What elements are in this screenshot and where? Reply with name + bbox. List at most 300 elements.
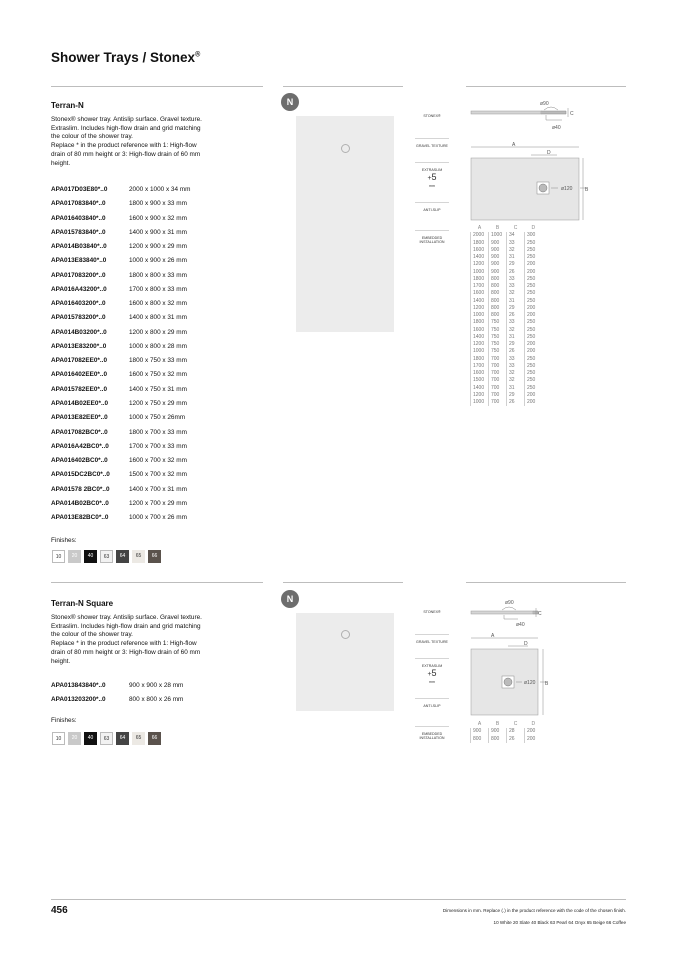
- table-row: [471, 254, 543, 261]
- icon-label: GRAVEL TEXTURE: [416, 144, 448, 148]
- dim-d-label: D: [524, 641, 528, 647]
- table-cell: 700: [489, 356, 507, 363]
- table-cell: 200: [525, 392, 543, 399]
- icon-label: STONEX®: [423, 114, 441, 118]
- table-cell: 1200: [471, 261, 489, 268]
- extraslim-unit: mm: [429, 184, 435, 189]
- table-cell: 700: [489, 370, 507, 377]
- product-size: 1000 x 800 x 28 mm: [129, 342, 187, 350]
- table-cell: 1800: [471, 276, 489, 283]
- table-cell: 700: [489, 392, 507, 399]
- product-reference: APA017082EE0*..0: [51, 357, 108, 365]
- table-cell: 1000: [471, 348, 489, 355]
- table-cell: 1500: [471, 377, 489, 384]
- table-row: [471, 269, 543, 276]
- table-row: [471, 363, 543, 370]
- product-reference: APA016403200*..0: [51, 300, 106, 308]
- product-image: [296, 116, 394, 332]
- product-reference: APA015783200*..0: [51, 314, 106, 322]
- table-cell: 250: [525, 276, 543, 283]
- icon-label: GRAVEL TEXTURE: [416, 640, 448, 644]
- product-reference: APA017D03E80*..0: [51, 186, 108, 193]
- column-header: A: [477, 721, 482, 727]
- installation-icon: [415, 236, 449, 245]
- table-cell: 200: [525, 399, 543, 406]
- table-cell: 900: [489, 247, 507, 254]
- product-reference: APA017082BC0*..0: [51, 428, 108, 436]
- product-row: [51, 483, 190, 497]
- product-row: [51, 679, 183, 693]
- dim-a-label: A: [512, 142, 516, 148]
- section-divider: [466, 582, 626, 583]
- table-cell: 200: [525, 305, 543, 312]
- table-cell: 33: [507, 319, 525, 326]
- table-row: [471, 290, 543, 297]
- product-reference: APA016402EE0*..0: [51, 371, 108, 379]
- table-cell: 900: [471, 728, 489, 735]
- table-row: [471, 736, 543, 743]
- column-header: B: [495, 721, 500, 727]
- footnote-finish-codes: 10 White 20 Slate 40 Black 63 Pearl 64 Onyx 65 Beige 66 Coffee: [493, 920, 626, 925]
- dimensions-table: [470, 721, 542, 743]
- table-cell: 250: [525, 254, 543, 261]
- product-size: 1800 x 900 x 33 mm: [129, 200, 187, 208]
- drain-icon: [341, 630, 350, 639]
- table-row: [471, 232, 543, 239]
- technical-drawing: [466, 98, 626, 223]
- table-cell: 29: [507, 392, 525, 399]
- table-cell: 26: [507, 269, 525, 276]
- table-header-row: [471, 225, 543, 232]
- table-cell: 1800: [471, 356, 489, 363]
- table-row: [471, 305, 543, 312]
- table-cell: 29: [507, 341, 525, 348]
- product-size: 1000 x 900 x 26 mm: [129, 257, 187, 265]
- product-row: [51, 383, 190, 397]
- product-reference: APA017083200*..0: [51, 271, 106, 279]
- icon-separator: [415, 658, 449, 659]
- table-row: [471, 319, 543, 326]
- section-title: Terran-N: [51, 101, 84, 110]
- table-cell: 900: [489, 240, 507, 247]
- table-cell: 800: [489, 312, 507, 319]
- product-reference: APA013E82EE0*..0: [51, 414, 108, 422]
- finish-swatch-65: 65: [132, 550, 145, 563]
- table-cell: 300: [525, 232, 543, 239]
- drain-icon: [504, 678, 512, 686]
- product-row: [51, 254, 190, 268]
- product-size: 1200 x 900 x 29 mm: [129, 243, 187, 251]
- table-cell: 750: [489, 327, 507, 334]
- table-cell: 1700: [471, 363, 489, 370]
- product-size: 1600 x 800 x 32 mm: [129, 300, 187, 308]
- table-row: [471, 240, 543, 247]
- icon-separator: [415, 634, 449, 635]
- product-size: 1200 x 700 x 29 mm: [129, 499, 187, 507]
- stonex-icon: [415, 114, 449, 118]
- table-cell: 250: [525, 334, 543, 341]
- product-size: 2000 x 1000 x 34 mm: [129, 186, 191, 193]
- table-cell: 1400: [471, 254, 489, 261]
- product-list: [51, 679, 183, 708]
- column-header: B: [495, 225, 500, 231]
- product-row: [51, 340, 190, 354]
- table-cell: 200: [525, 736, 543, 743]
- product-reference: APA016A43200*..0: [51, 285, 107, 293]
- product-reference: APA014B03200*..0: [51, 328, 107, 336]
- table-cell: 1600: [471, 327, 489, 334]
- tray-profile: [471, 611, 533, 614]
- table-cell: 1700: [471, 283, 489, 290]
- table-row: [471, 298, 543, 305]
- table-cell: 1800: [471, 319, 489, 326]
- table-cell: 26: [507, 312, 525, 319]
- dim-b-label: B: [585, 187, 589, 193]
- table-cell: 2000: [471, 232, 489, 239]
- grid-diameter-label: ø120: [561, 186, 573, 192]
- extraslim-icon: EXTRASLIM +5 mm: [415, 664, 449, 685]
- product-size: 1600 x 900 x 32 mm: [129, 214, 187, 222]
- table-cell: 1200: [471, 392, 489, 399]
- table-row: [471, 392, 543, 399]
- table-cell: 200: [525, 341, 543, 348]
- table-cell: 32: [507, 290, 525, 297]
- product-size: 1700 x 800 x 33 mm: [129, 285, 187, 293]
- finish-swatch-63: 63: [100, 550, 113, 563]
- table-row: [471, 385, 543, 392]
- table-cell: 250: [525, 363, 543, 370]
- extraslim-value: 5: [431, 172, 437, 183]
- table-cell: 1400: [471, 334, 489, 341]
- table-cell: 800: [471, 736, 489, 743]
- section-description: Stonex® shower tray. Antislip surface. Gravel texture. Extraslim. Includes high-flow drain and grid matching the colour of the shower tray. Replace * in the product reference with 1: High-flow drain of 80 mm height or 3: High-flow drain of 60 mm height.: [51, 116, 202, 167]
- table-cell: 33: [507, 363, 525, 370]
- table-cell: 800: [489, 736, 507, 743]
- table-cell: 1600: [471, 247, 489, 254]
- icon-separator: [415, 138, 449, 139]
- table-cell: 31: [507, 334, 525, 341]
- product-reference: APA014B02BC0*..0: [51, 499, 109, 507]
- table-cell: 26: [507, 348, 525, 355]
- product-size: 1400 x 900 x 31 mm: [129, 228, 187, 236]
- product-size: 1400 x 700 x 31 mm: [129, 485, 187, 493]
- product-reference: APA017083840*..0: [51, 200, 106, 208]
- product-row: [51, 693, 183, 707]
- table-cell: 33: [507, 240, 525, 247]
- icon-label: STONEX®: [423, 610, 441, 614]
- table-cell: 700: [489, 385, 507, 392]
- table-cell: 26: [507, 736, 525, 743]
- table-cell: 1400: [471, 385, 489, 392]
- table-cell: 250: [525, 385, 543, 392]
- column-header: C: [513, 225, 518, 231]
- table-cell: 250: [525, 290, 543, 297]
- icon-separator: [415, 230, 449, 231]
- grid-diameter-label: ø120: [524, 680, 536, 686]
- table-cell: 32: [507, 247, 525, 254]
- dim-c-label: C: [538, 611, 542, 617]
- dim-c-label: C: [570, 111, 574, 117]
- dim-d-label: D: [547, 150, 551, 156]
- new-badge: N: [281, 93, 299, 111]
- product-size: 1800 x 800 x 33 mm: [129, 271, 187, 279]
- product-size: 1600 x 700 x 32 mm: [129, 457, 187, 465]
- table-cell: 900: [489, 269, 507, 276]
- extraslim-icon: EXTRASLIM +5 mm: [415, 168, 449, 189]
- product-reference: APA016403840*..0: [51, 214, 106, 222]
- table-row: [471, 312, 543, 319]
- finish-swatch-10: 10: [52, 550, 65, 563]
- icon-separator: [415, 726, 449, 727]
- new-badge: N: [281, 590, 299, 608]
- table-cell: 1000: [471, 312, 489, 319]
- table-cell: 750: [489, 341, 507, 348]
- finish-swatch-66: 66: [148, 550, 161, 563]
- table-cell: 900: [489, 728, 507, 735]
- table-cell: 250: [525, 377, 543, 384]
- icon-label: ANTI-SLIP: [423, 208, 441, 212]
- drain-icon: [539, 184, 547, 192]
- table-cell: 900: [489, 261, 507, 268]
- table-cell: 32: [507, 370, 525, 377]
- product-reference: APA016402BC0*..0: [51, 457, 108, 465]
- table-cell: 33: [507, 276, 525, 283]
- table-cell: 32: [507, 377, 525, 384]
- table-cell: 31: [507, 254, 525, 261]
- table-cell: 250: [525, 319, 543, 326]
- product-row: [51, 240, 190, 254]
- product-size: 1000 x 750 x 26mm: [129, 414, 186, 422]
- table-row: [471, 728, 543, 735]
- table-row: [471, 247, 543, 254]
- column-header: D: [531, 225, 536, 231]
- product-reference: APA013843840*..0: [51, 682, 106, 689]
- table-cell: 750: [489, 319, 507, 326]
- table-row: [471, 327, 543, 334]
- table-row: [471, 377, 543, 384]
- dim-b-label: B: [545, 681, 549, 687]
- product-row: [51, 468, 190, 482]
- icon-label: ANTI-SLIP: [423, 704, 441, 708]
- section-divider: [283, 582, 403, 583]
- stonex-icon: [415, 610, 449, 614]
- product-reference: APA013E83840*..0: [51, 257, 107, 265]
- table-cell: 32: [507, 327, 525, 334]
- product-row: [51, 354, 190, 368]
- table-row: [471, 334, 543, 341]
- table-cell: 28: [507, 728, 525, 735]
- product-row: [51, 297, 190, 311]
- product-reference: APA01578 2BC0*..0: [51, 485, 110, 493]
- table-cell: 250: [525, 247, 543, 254]
- product-size: 1600 x 750 x 32 mm: [129, 371, 187, 379]
- finishes-label: Finishes:: [51, 717, 77, 724]
- pipe-diameter-label: ø40: [552, 125, 561, 131]
- gravel-texture-icon: [415, 640, 449, 644]
- table-header-row: [471, 721, 543, 728]
- drain-diameter-label: ø90: [505, 600, 514, 606]
- table-cell: 250: [525, 327, 543, 334]
- table-cell: 250: [525, 298, 543, 305]
- product-row: [51, 497, 190, 511]
- table-cell: 200: [525, 728, 543, 735]
- product-size: 900 x 900 x 28 mm: [129, 682, 184, 689]
- product-reference: APA014B02EE0*..0: [51, 399, 109, 407]
- table-cell: 800: [489, 283, 507, 290]
- product-row: [51, 368, 190, 382]
- product-size: 1200 x 750 x 29 mm: [129, 399, 187, 407]
- table-cell: 800: [489, 276, 507, 283]
- product-row: [51, 326, 190, 340]
- product-size: 1800 x 750 x 33 mm: [129, 357, 187, 365]
- page-title: Shower Trays / Stonex®: [51, 50, 201, 65]
- product-row: [51, 397, 190, 411]
- section-divider: [466, 86, 626, 87]
- table-cell: 26: [507, 399, 525, 406]
- icon-separator: [415, 698, 449, 699]
- finish-swatches: [52, 732, 161, 745]
- dim-a-label: A: [491, 633, 495, 639]
- table-cell: 200: [525, 348, 543, 355]
- installation-icon: [415, 732, 449, 741]
- finish-swatch-20: 20: [68, 732, 81, 745]
- product-row: [51, 440, 190, 454]
- table-cell: 750: [489, 334, 507, 341]
- table-cell: 250: [525, 240, 543, 247]
- table-cell: 700: [489, 377, 507, 384]
- table-cell: 1600: [471, 290, 489, 297]
- table-cell: 250: [525, 283, 543, 290]
- tray-profile: [471, 111, 541, 114]
- column-header: C: [513, 721, 518, 727]
- icon-label: EXTRASLIM: [421, 664, 443, 668]
- table-cell: 29: [507, 261, 525, 268]
- product-size: 1500 x 700 x 32 mm: [129, 471, 187, 479]
- table-row: [471, 356, 543, 363]
- table-cell: 1200: [471, 305, 489, 312]
- table-row: [471, 283, 543, 290]
- product-size: 800 x 800 x 26 mm: [129, 696, 184, 704]
- extraslim-unit: mm: [429, 680, 435, 685]
- product-size: 1400 x 800 x 31 mm: [129, 314, 187, 322]
- finish-swatches: [52, 550, 161, 563]
- product-size: 1700 x 700 x 33 mm: [129, 442, 187, 450]
- section-divider: [283, 86, 403, 87]
- table-cell: 33: [507, 356, 525, 363]
- table-row: [471, 341, 543, 348]
- section-description: Stonex® shower tray. Antislip surface. Gravel texture. Extraslim. Includes high-flow drain and grid matching the colour of the shower tray. Replace * in the product reference with 1: High-flow drain of 80 mm height or 3: High-flow drain of 60 mm height.: [51, 614, 202, 665]
- product-size: 1400 x 750 x 31 mm: [129, 385, 187, 393]
- table-cell: 200: [525, 312, 543, 319]
- finish-swatch-20: 20: [68, 550, 81, 563]
- finish-swatch-63: 63: [100, 732, 113, 745]
- table-row: [471, 348, 543, 355]
- table-cell: 33: [507, 283, 525, 290]
- table-cell: 1200: [471, 341, 489, 348]
- table-cell: 800: [489, 298, 507, 305]
- product-size: 1200 x 800 x 29 mm: [129, 328, 187, 336]
- pipe-diameter-label: ø40: [516, 622, 525, 628]
- footer-divider: [51, 899, 626, 900]
- table-row: [471, 399, 543, 406]
- product-reference: APA013203200*..0: [51, 696, 106, 704]
- icon-label: EMBEDDED INSTALLATION: [419, 732, 445, 741]
- footnote-dimensions: Dimensions in mm. Replace (.) in the product reference with the code of the chosen finish.: [442, 908, 626, 913]
- table-cell: 700: [489, 363, 507, 370]
- table-cell: 800: [489, 305, 507, 312]
- icon-label: EMBEDDED INSTALLATION: [419, 236, 445, 245]
- table-row: [471, 276, 543, 283]
- table-cell: 200: [525, 269, 543, 276]
- table-cell: 750: [489, 348, 507, 355]
- drain-diameter-label: ø90: [540, 101, 549, 107]
- table-cell: 1800: [471, 240, 489, 247]
- product-reference: APA013E82BC0*..0: [51, 514, 109, 522]
- icon-label: EXTRASLIM: [421, 168, 443, 172]
- feature-icons: [415, 600, 449, 760]
- dimensions-table: [470, 225, 542, 406]
- table-cell: 34: [507, 232, 525, 239]
- table-cell: 31: [507, 298, 525, 305]
- product-row: [51, 226, 190, 240]
- product-reference: APA015782EE0*..0: [51, 385, 108, 393]
- finish-swatch-64: 64: [116, 550, 129, 563]
- finish-swatch-65: 65: [132, 732, 145, 745]
- table-cell: 1000: [489, 232, 507, 239]
- extraslim-value: 5: [431, 668, 437, 679]
- table-cell: 31: [507, 385, 525, 392]
- table-cell: 1000: [471, 399, 489, 406]
- table-cell: 250: [525, 370, 543, 377]
- finish-swatch-64: 64: [116, 732, 129, 745]
- product-list: [51, 183, 190, 525]
- column-header: A: [477, 225, 482, 231]
- product-row: [51, 183, 190, 197]
- icon-separator: [415, 162, 449, 163]
- product-row: [51, 511, 190, 525]
- table-cell: 1400: [471, 298, 489, 305]
- product-row: [51, 454, 190, 468]
- product-image: [296, 613, 394, 711]
- table-cell: 700: [489, 399, 507, 406]
- table-cell: 250: [525, 356, 543, 363]
- product-row: [51, 411, 190, 425]
- table-cell: 1600: [471, 370, 489, 377]
- drain-icon: [341, 144, 350, 153]
- technical-drawing: [466, 594, 626, 716]
- gravel-texture-icon: [415, 144, 449, 148]
- finishes-label: Finishes:: [51, 537, 77, 544]
- product-size: 1800 x 700 x 33 mm: [129, 428, 187, 436]
- table-row: [471, 370, 543, 377]
- product-row: [51, 311, 190, 325]
- product-reference: APA015DC2BC0*..0: [51, 471, 110, 479]
- finish-swatch-10: 10: [52, 732, 65, 745]
- table-cell: 1000: [471, 269, 489, 276]
- anti-slip-icon: [415, 704, 449, 708]
- table-cell: 900: [489, 254, 507, 261]
- column-header: D: [531, 721, 536, 727]
- page-number: 456: [51, 905, 68, 916]
- product-row: [51, 212, 190, 226]
- section-title: Terran-N Square: [51, 599, 114, 608]
- product-reference: APA016A42BC0*..0: [51, 442, 109, 450]
- icon-separator: [415, 202, 449, 203]
- product-reference: APA014B03840*..0: [51, 243, 107, 251]
- feature-icons: [415, 104, 449, 264]
- product-reference: APA013E83200*..0: [51, 342, 107, 350]
- product-row: [51, 197, 190, 211]
